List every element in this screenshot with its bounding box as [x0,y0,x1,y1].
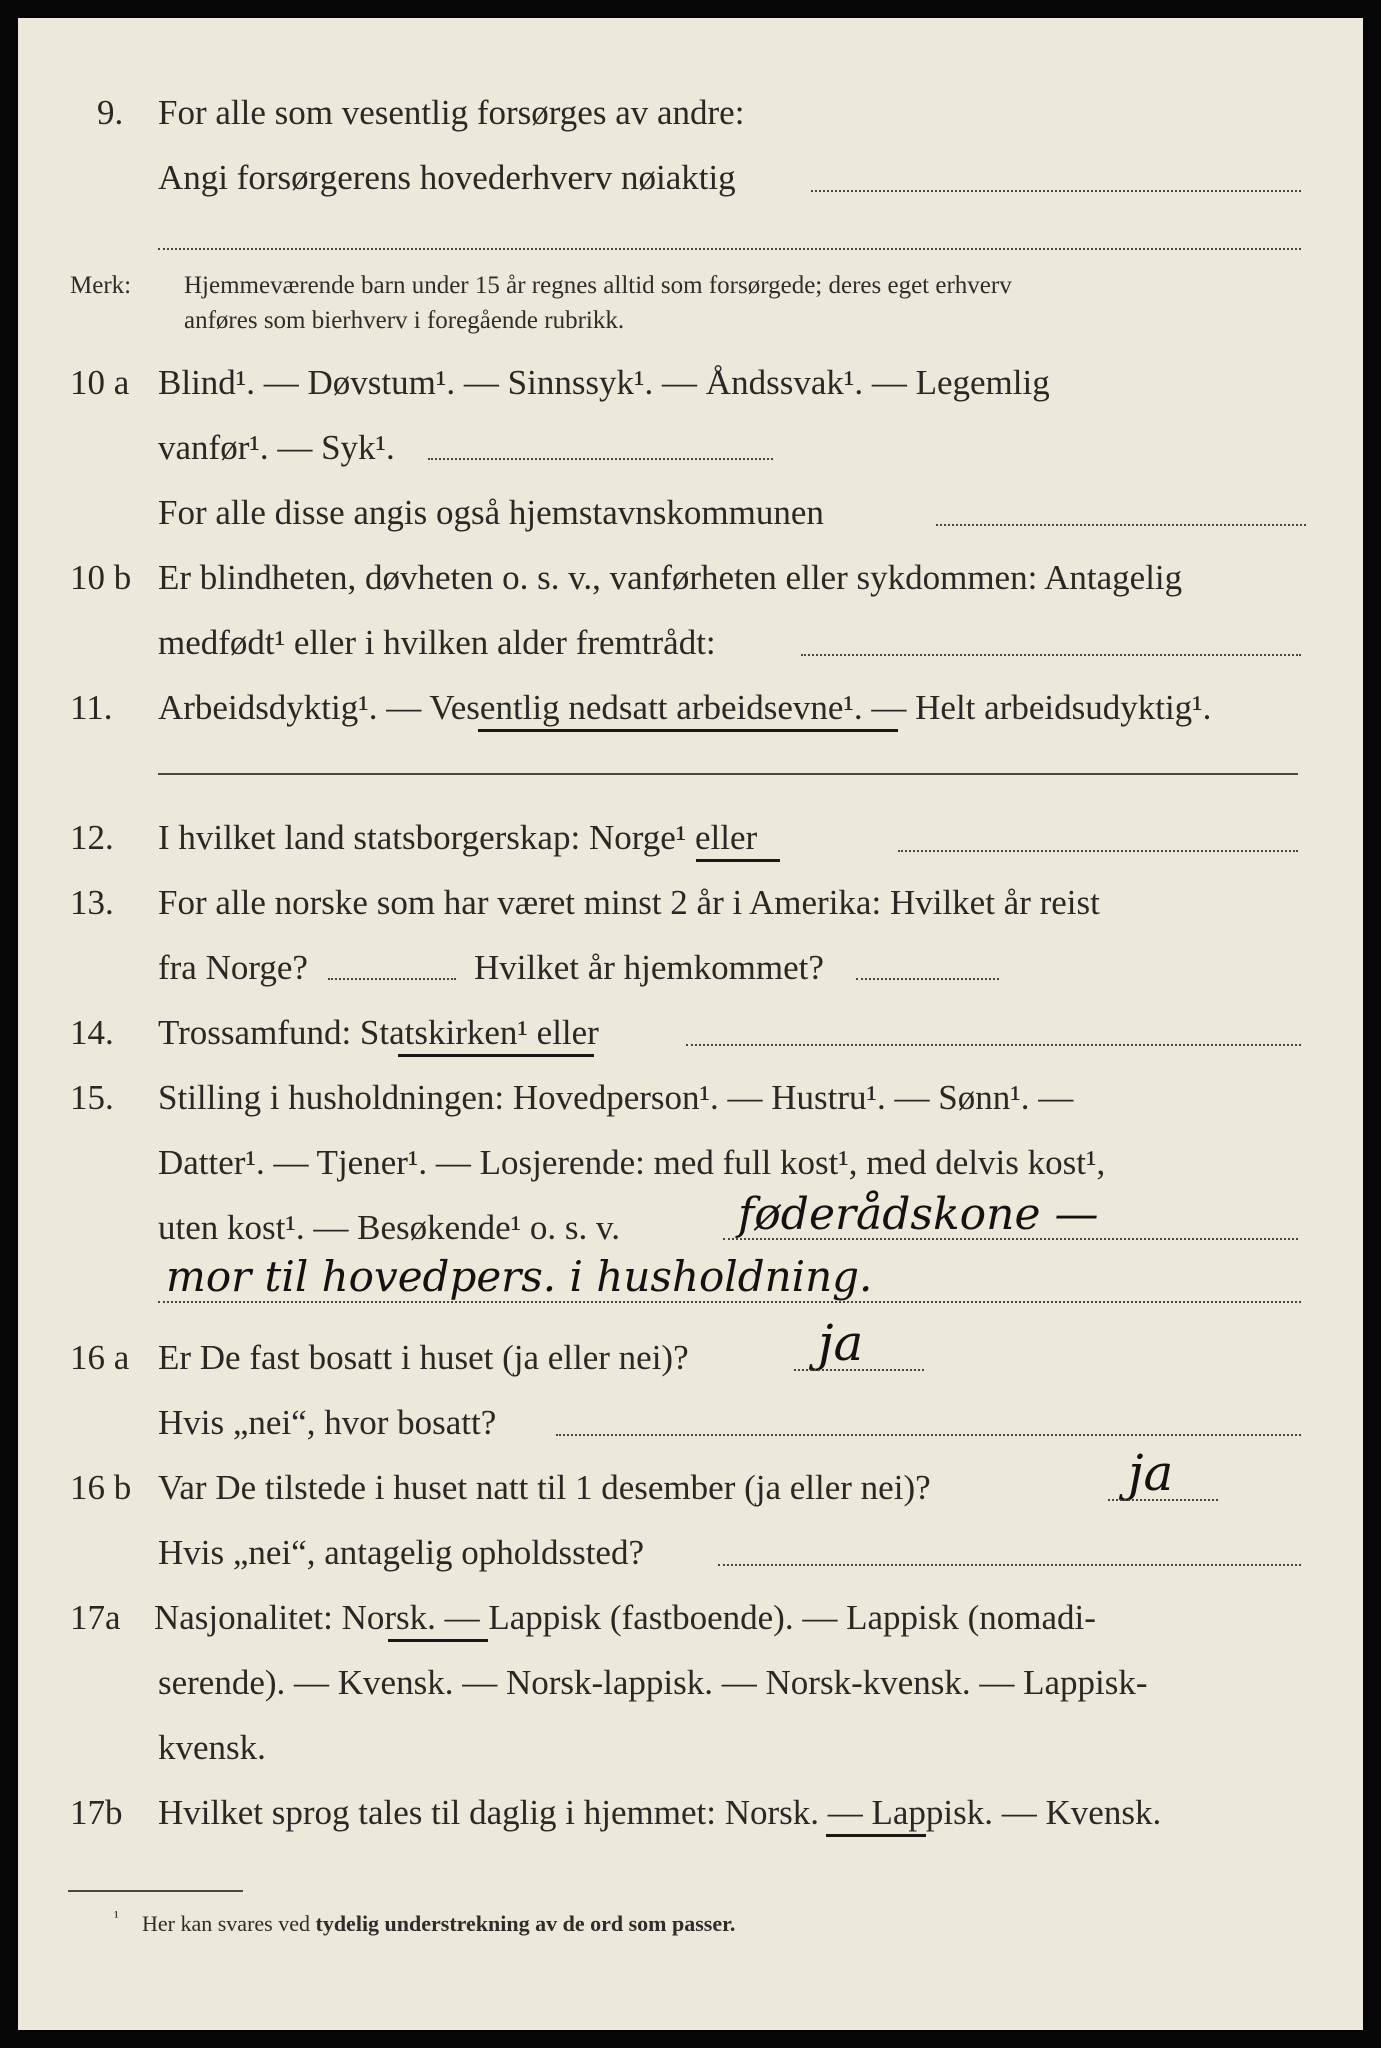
q16a-bosatt-dots[interactable] [556,1434,1301,1436]
q14-line1: Trossamfund: Statskirken¹ eller [158,1013,599,1052]
q14-answer-dots[interactable] [686,1044,1301,1046]
q13-line2a: fra Norge? [158,948,308,987]
q10a-line3: For alle disse angis også hjemstavnskommunen [158,493,824,532]
q16b-answer-dots[interactable] [1108,1499,1218,1501]
q16b-line1: Var De tilstede i huset natt til 1 desember (ja eller nei)? [158,1468,931,1507]
census-form-page [18,18,1363,2030]
q15-line2: Datter¹. — Tjener¹. — Losjerende: med full kost¹, med delvis kost¹, [158,1143,1106,1182]
q17b-selection-underline [826,1834,926,1837]
merk-line2: anføres som bierhverv i foregående rubrikk. [184,307,625,334]
q10a-number: 10 a [70,363,130,402]
footnote-marker: ¹ [114,1909,119,1926]
q10b-line2: medfødt¹ eller i hvilken alder fremtrådt: [158,623,716,662]
q9-answer-dots-2[interactable] [158,248,1301,250]
q17a-line1: Nasjonalitet: Norsk. — Lappisk (fastboende). — Lappisk (nomadi- [154,1598,1096,1637]
footnote-text-plain: Her kan svares ved [142,1911,310,1936]
q13-line2b: Hvilket år hjemkommet? [474,948,824,987]
q17a-line3: kvensk. [158,1728,266,1767]
q17a-line2: serende). — Kvensk. — Norsk-lappisk. — Norsk-kvensk. — Lappisk- [158,1663,1148,1702]
q14-selection-underline [398,1054,594,1057]
q14-number: 14. [70,1013,114,1052]
q10a-kommune-dots[interactable] [936,524,1306,526]
merk-line1: Hjemmeværende barn under 15 år regnes alltid som forsørgede; deres eget erhverv [184,272,1012,299]
q17a-selection-underline [388,1639,488,1642]
q9-number: 9. [97,93,124,132]
q17b-number: 17b [70,1793,123,1832]
q12-selection-underline [696,859,780,862]
footnote-text-bold: tydelig understrekning av de ord som passer. [315,1911,736,1936]
q10a-line1: Blind¹. — Døvstum¹. — Sinnssyk¹. — Åndssvak¹. — Legemlig [158,363,1050,402]
q12-line1: I hvilket land statsborgerskap: Norge¹ eller [158,818,758,857]
q13-line1: For alle norske som har været minst 2 år i Amerika: Hvilket år reist [158,883,1100,922]
merk-label: Merk: [70,272,132,299]
q9-line1: For alle som vesentlig forsørges av andre: [158,93,745,132]
q11-line1: Arbeidsdyktig¹. — Vesentlig nedsatt arbeidsevne¹. — Helt arbeidsudyktig¹. [158,688,1212,727]
q17b-line1: Hvilket sprog tales til daglig i hjemmet: Norsk. — Lappisk. — Kvensk. [158,1793,1162,1832]
q15-line3: uten kost¹. — Besøkende¹ o. s. v. [158,1208,621,1247]
q16a-line2: Hvis „nei“, hvor bosatt? [158,1403,497,1442]
q10a-line2: vanfør¹. — Syk¹. [158,428,395,467]
q12-answer-dots[interactable] [898,850,1298,852]
q11-number: 11. [70,688,113,727]
q13-departure-dots[interactable] [328,978,456,980]
footnote-text [142,1913,735,1935]
q16b-opholdssted-dots[interactable] [718,1564,1301,1566]
q16a-number: 16 a [70,1338,130,1377]
q16a-answer-dots[interactable] [794,1369,924,1371]
q15-handwritten-answer-2: mor til hovedpers. i husholdning. [166,1252,873,1301]
q16a-handwritten-answer: ja [818,1314,864,1372]
footnote-rule [68,1890,243,1892]
q15-line1: Stilling i husholdningen: Hovedperson¹. — Hustru¹. — Sønn¹. — [158,1078,1074,1117]
q11-selection-underline [478,729,898,732]
q16b-line2: Hvis „nei“, antagelig opholdssted? [158,1533,644,1572]
q15-number: 15. [70,1078,114,1117]
q15-handwritten-answer-1: føderådskone — [738,1189,1099,1240]
q12-number: 12. [70,818,114,857]
q10b-number: 10 b [70,558,132,597]
q16b-number: 16 b [70,1468,132,1507]
q10b-line1: Er blindheten, døvheten o. s. v., vanførheten eller sykdommen: Antagelig [158,558,1183,597]
q16b-handwritten-answer: ja [1128,1444,1174,1502]
q13-number: 13. [70,883,114,922]
q16a-line1: Er De fast bosatt i huset (ja eller nei)? [158,1338,689,1377]
q15-answer-dots-2[interactable] [158,1301,1301,1303]
q10a-answer-dots[interactable] [428,458,773,460]
q17a-number: 17a [70,1598,121,1637]
q13-return-dots[interactable] [856,978,999,980]
q9-answer-dots[interactable] [811,190,1301,192]
q10b-answer-dots[interactable] [801,654,1301,656]
q9-line2: Angi forsørgerens hovederhverv nøiaktig [158,158,736,197]
q11-separator-rule [158,773,1298,775]
